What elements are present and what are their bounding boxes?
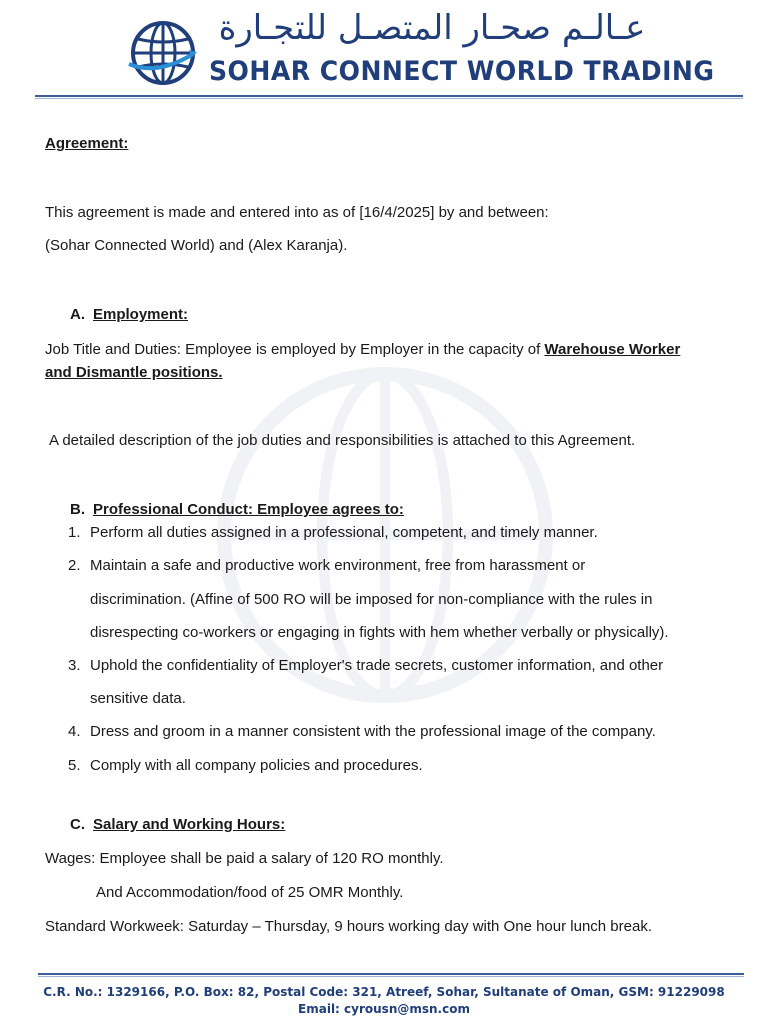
list-item-text: Uphold the confidentiality of Employer's trade secrets, customer information, and other xyxy=(90,657,664,674)
duties-prefix: Job Title and Duties: Employee is employed by Employer in the capacity of xyxy=(45,341,545,358)
section-a-title: Employment: xyxy=(93,306,189,323)
header-divider-thin xyxy=(35,98,743,99)
list-item-text: Comply with all company policies and procedures. xyxy=(90,757,423,774)
intro-line-2: (Sohar Connected World) and (Alex Karanja). xyxy=(45,237,348,254)
company-name: SOHAR CONNECT WORLD TRADING xyxy=(209,56,715,87)
list-item-text: disrespecting co-workers or engaging in fights with hem whether verbally or physically). xyxy=(90,624,669,641)
header-divider xyxy=(35,95,743,97)
list-item-text: Dress and groom in a manner consistent with the professional image of the company. xyxy=(90,723,656,740)
globe-logo-icon xyxy=(127,20,199,86)
section-b-letter: B. xyxy=(70,501,85,518)
section-c-letter: C. xyxy=(70,816,85,833)
section-c-title: Salary and Working Hours: xyxy=(93,816,286,833)
agreement-heading: Agreement: xyxy=(45,135,129,152)
list-item-number: 5. xyxy=(68,757,81,774)
duties-role-2: and Dismantle positions. xyxy=(45,364,223,381)
section-b-title: Professional Conduct: Employee agrees to: xyxy=(93,501,404,518)
list-item-text: Maintain a safe and productive work environment, free from harassment or xyxy=(90,557,586,574)
accommodation-line: And Accommodation/food of 25 OMR Monthly. xyxy=(96,884,404,901)
list-item-number: 4. xyxy=(68,723,81,740)
company-arabic-name: عـالـم صحـار المتصـل للتجـارة xyxy=(218,8,646,48)
wages-line: Wages: Employee shall be paid a salary of 120 RO monthly. xyxy=(45,850,444,867)
job-description-note: A detailed description of the job duties and responsibilities is attached to this Agreement. xyxy=(49,432,636,449)
section-a-letter: A. xyxy=(70,306,85,323)
list-item-number: 2. xyxy=(68,557,81,574)
list-item-text: Perform all duties assigned in a professional, competent, and timely manner. xyxy=(90,524,598,541)
workweek-line: Standard Workweek: Saturday – Thursday, 9 hours working day with One hour lunch break. xyxy=(45,918,652,935)
intro-line-1: This agreement is made and entered into as of [16/4/2025] by and between: xyxy=(45,204,549,221)
footer-divider-thin xyxy=(38,976,744,977)
list-item-number: 1. xyxy=(68,524,81,541)
footer-divider xyxy=(38,973,744,975)
duties-role-1: Warehouse Worker xyxy=(544,341,681,358)
duties-line-1 xyxy=(45,340,680,360)
footer-email: Email: cyrousn@msn.com xyxy=(298,1002,470,1016)
list-item-text: sensitive data. xyxy=(90,690,186,707)
list-item-text: discrimination. (Affine of 500 RO will be imposed for non-compliance with the rules in xyxy=(90,591,653,608)
list-item-number: 3. xyxy=(68,657,81,674)
footer-address: C.R. No.: 1329166, P.O. Box: 82, Postal Code: 321, Atreef, Sohar, Sultanate of Oman, GSM: 91229098 xyxy=(43,985,725,999)
